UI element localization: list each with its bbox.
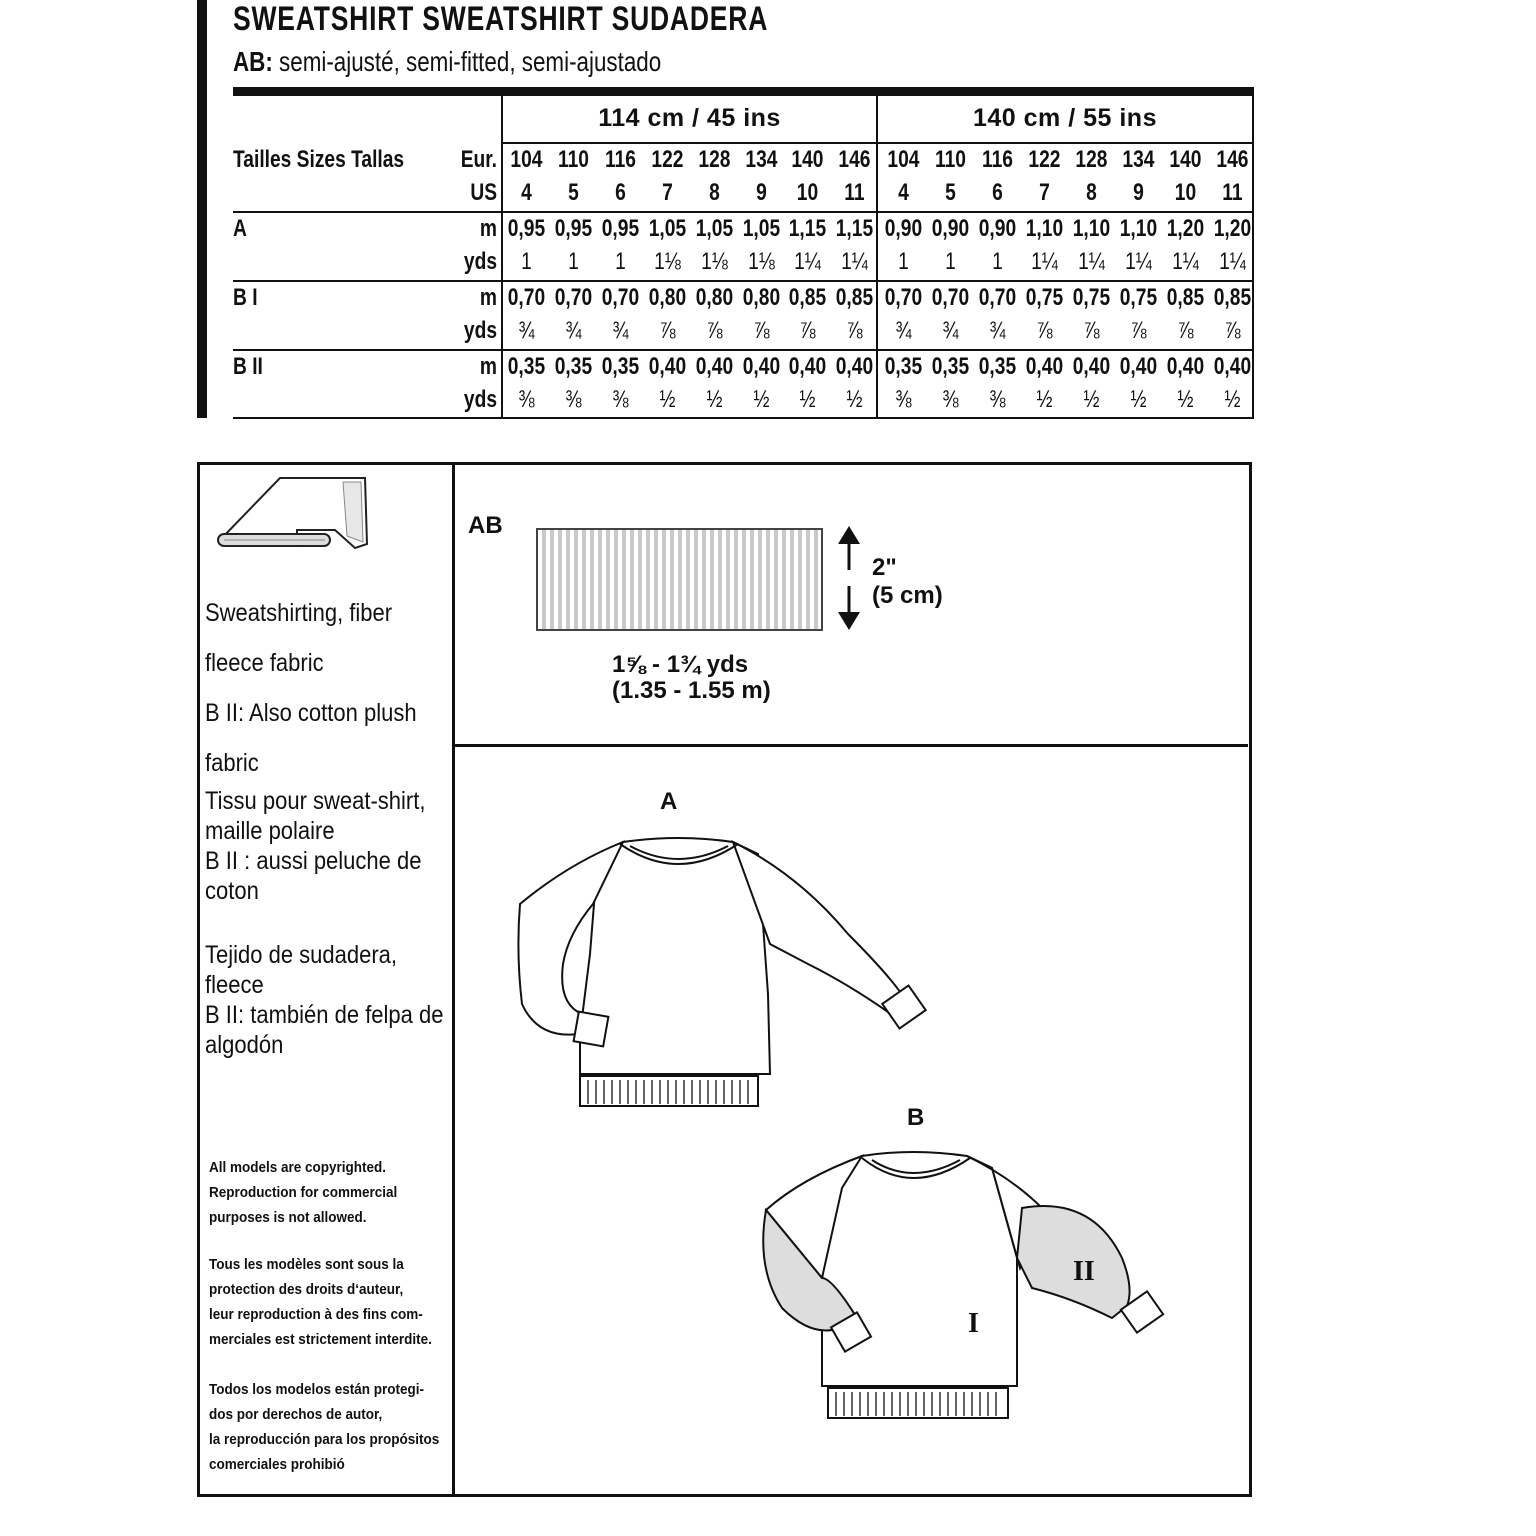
copyright-es-3: la reproducción para los propósitos (209, 1431, 440, 1448)
table-hline-b1 (233, 349, 1254, 351)
meter-cell: 0,35 (884, 353, 923, 380)
meter-cell: 0,40 (742, 353, 780, 380)
meter-cell: 0,40 (1166, 353, 1204, 380)
yards-cell: 1⅛ (700, 248, 728, 275)
us-size-cell: 8 (708, 179, 720, 206)
copyright-en-2: Reproduction for commercial (209, 1184, 398, 1201)
meter-cell: 0,40 (1213, 353, 1251, 380)
copyright-fr-4: merciales est strictement interdite. (209, 1331, 432, 1348)
table-hline-a (233, 280, 1254, 282)
yards-cell: ½ (799, 386, 816, 413)
eur-size-cell: 128 (1075, 146, 1108, 173)
meter-cell: 0,80 (648, 284, 686, 311)
fabric-bolt-icon (215, 470, 375, 552)
us-size-cell: 4 (898, 179, 909, 206)
meter-cell: 0,70 (931, 284, 970, 311)
page-title: SWEATSHIRT SWEATSHIRT SUDADERA (233, 0, 769, 38)
meter-cell: 0,70 (507, 284, 546, 311)
meter-cell: 0,70 (554, 284, 593, 311)
us-size-cell: 11 (1221, 179, 1243, 206)
meter-cell: 1,20 (1213, 215, 1251, 242)
width-group-114: 114 cm / 45 ins (598, 104, 781, 132)
table-hline-groups (501, 142, 1254, 144)
eur-size-cell: 104 (510, 146, 543, 173)
eur-size-cell: 116 (981, 146, 1013, 173)
meter-cell: 0,80 (695, 284, 733, 311)
fabric-es-1: Tejido de sudadera, (205, 941, 398, 969)
yards-cell: ⅞ (846, 317, 863, 344)
piece-i-label: I (968, 1308, 979, 1339)
left-margin-bar (197, 0, 207, 418)
meter-cell: 0,85 (1213, 284, 1251, 311)
unit-m: m (479, 215, 497, 242)
yards-cell: 1¼ (1171, 248, 1199, 275)
us-size-cell: 11 (844, 179, 865, 206)
table-hline-sizes (233, 211, 1254, 213)
ribbing-label: AB (468, 512, 503, 539)
eur-size-cell: 140 (791, 146, 824, 173)
copyright-en-1: All models are copyrighted. (209, 1159, 387, 1176)
us-size-cell: 9 (1132, 179, 1144, 206)
meter-cell: 0,90 (978, 215, 1017, 242)
yards-cell: 1¼ (1030, 248, 1058, 275)
copyright-es-4: comerciales prohibió (209, 1456, 345, 1473)
header-rule (233, 87, 1254, 96)
meter-cell: 1,10 (1072, 215, 1110, 242)
meter-cell: 0,40 (1072, 353, 1110, 380)
table-hline-b2 (233, 417, 1254, 419)
meter-cell: 0,40 (1119, 353, 1157, 380)
meter-cell: 0,35 (507, 353, 546, 380)
us-size-cell: 6 (614, 179, 626, 206)
copyright-es-2: dos por derechos de autor, (209, 1406, 383, 1423)
yards-cell: ¾ (518, 317, 535, 344)
eur-size-cell: 122 (1028, 146, 1061, 173)
yards-cell: ½ (846, 386, 863, 413)
fabric-en-2: fleece fabric (205, 649, 324, 677)
copyright-fr-2: protection des droits d‘auteur, (209, 1281, 404, 1298)
sizes-label: Tailles Sizes Tallas (233, 146, 405, 173)
fit-description (233, 46, 661, 78)
yards-cell: ⅜ (989, 386, 1006, 413)
yards-cell: ½ (1130, 386, 1147, 413)
unit-yds: yds (463, 317, 497, 344)
meter-cell: 0,70 (978, 284, 1017, 311)
ribbing-height (872, 554, 943, 610)
copyright-fr-3: leur reproduction à des fins com- (209, 1306, 423, 1323)
table-vline-group (876, 96, 878, 418)
meter-cell: 0,80 (742, 284, 780, 311)
fabric-en-3: B II: Also cotton plush (205, 699, 417, 727)
eur-size-cell: 104 (887, 146, 920, 173)
ribbing-length-yds: 1⅝ - 1¾ yds (612, 651, 749, 678)
fabric-en-1: Sweatshirting, fiber (205, 599, 393, 627)
meter-cell: 0,40 (1025, 353, 1064, 380)
eur-size-cell: 146 (1215, 146, 1248, 173)
eur-size-cell: 134 (1122, 146, 1155, 173)
ribbing-height-cm: (5 cm) (872, 582, 943, 609)
row-label-1: B I (233, 284, 258, 311)
yards-cell: ⅜ (565, 386, 582, 413)
copyright-fr-1: Tous les modèles sont sous la (209, 1256, 404, 1273)
meter-cell: 0,40 (648, 353, 686, 380)
yards-cell: ½ (752, 386, 769, 413)
ribbing-length (612, 652, 771, 704)
yards-cell: ⅞ (1130, 317, 1147, 344)
meter-cell: 1,20 (1166, 215, 1204, 242)
view-b-label: B (907, 1104, 925, 1131)
fabric-es-3: B II: también de felpa de (205, 1001, 444, 1029)
us-size-cell: 6 (992, 179, 1003, 206)
meter-cell: 1,05 (742, 215, 780, 242)
eur-size-cell: 140 (1169, 146, 1202, 173)
height-arrow-icon (836, 526, 862, 632)
yards-cell: ⅜ (612, 386, 629, 413)
us-size-cell: 5 (945, 179, 956, 206)
width-group-140: 140 cm / 55 ins (972, 104, 1157, 132)
eur-size-cell: 122 (651, 146, 684, 173)
view-a-label: A (660, 788, 678, 815)
meter-cell: 0,40 (836, 353, 874, 380)
yards-cell: ⅞ (1177, 317, 1194, 344)
eur-size-cell: 110 (557, 146, 589, 173)
ribbing-height-in: 2" (872, 554, 897, 581)
yards-cell: ⅜ (518, 386, 535, 413)
yards-cell: 1¼ (1077, 248, 1105, 275)
us-size-cell: 9 (755, 179, 767, 206)
panel-divider (452, 462, 455, 1497)
meter-cell: 1,15 (789, 215, 827, 242)
meter-cell: 0,95 (554, 215, 593, 242)
yards-cell: ¾ (612, 317, 629, 344)
unit-yds: yds (463, 386, 497, 413)
meter-cell: 0,35 (931, 353, 970, 380)
us-size-cell: 4 (521, 179, 532, 206)
yards-cell: ⅞ (1083, 317, 1100, 344)
yards-cell: ⅜ (895, 386, 912, 413)
yards-cell: ¾ (565, 317, 582, 344)
meter-cell: 0,95 (601, 215, 639, 242)
yards-cell: ¾ (895, 317, 912, 344)
yards-cell: ½ (1223, 386, 1240, 413)
yards-cell: 1 (521, 248, 532, 275)
eur-size-cell: 116 (604, 146, 636, 173)
yards-cell: ⅞ (659, 317, 676, 344)
us-size-cell: 10 (797, 179, 819, 206)
meter-cell: 0,90 (931, 215, 970, 242)
fabric-en-4: fabric (205, 749, 259, 777)
meter-cell: 1,10 (1119, 215, 1157, 242)
eur-size-cell: 146 (838, 146, 871, 173)
fabric-fr-2: maille polaire (205, 817, 335, 845)
meter-cell: 0,75 (1072, 284, 1110, 311)
yards-cell: ⅞ (1036, 317, 1053, 344)
meter-cell: 1,05 (648, 215, 686, 242)
row-label-0: A (233, 215, 247, 242)
copyright-es-1: Todos los modelos están protegi- (209, 1381, 425, 1398)
yards-cell: ½ (1177, 386, 1194, 413)
yards-cell: 1 (567, 248, 579, 275)
view-b-sweatshirt-drawing (762, 1148, 1182, 1424)
yards-cell: ⅞ (1223, 317, 1240, 344)
us-label: US (470, 179, 497, 206)
meter-cell: 1,10 (1025, 215, 1064, 242)
meter-cell: 1,05 (695, 215, 733, 242)
fabric-es-4: algodón (205, 1031, 284, 1059)
ribbing-swatch (536, 528, 823, 631)
view-a-sweatshirt-drawing (508, 834, 938, 1114)
fabric-es-2: fleece (205, 971, 264, 999)
yards-cell: ½ (1083, 386, 1100, 413)
yards-cell: ¾ (942, 317, 959, 344)
yards-cell: 1 (898, 248, 909, 275)
us-size-cell: 7 (1038, 179, 1050, 206)
yards-cell: ⅜ (942, 386, 959, 413)
meter-cell: 0,85 (1166, 284, 1204, 311)
meter-cell: 0,40 (789, 353, 827, 380)
panel-divider-horizontal (452, 744, 1248, 747)
meter-cell: 0,70 (884, 284, 923, 311)
yards-cell: 1 (992, 248, 1003, 275)
table-vline-right (1252, 96, 1254, 418)
yards-cell: 1¼ (841, 248, 869, 275)
meter-cell: 0,75 (1119, 284, 1157, 311)
copyright-en-3: purposes is not allowed. (209, 1209, 367, 1226)
fabric-fr-3: B II : aussi peluche de (205, 847, 422, 875)
yards-cell: ⅞ (752, 317, 769, 344)
fabric-fr-1: Tissu pour sweat-shirt, (205, 787, 426, 815)
meter-cell: 0,35 (978, 353, 1017, 380)
unit-m: m (479, 284, 497, 311)
yards-cell: ⅞ (706, 317, 723, 344)
meter-cell: 0,75 (1025, 284, 1064, 311)
yards-cell: ¾ (989, 317, 1006, 344)
meter-cell: 0,35 (554, 353, 593, 380)
meter-cell: 0,40 (695, 353, 733, 380)
us-size-cell: 10 (1174, 179, 1196, 206)
meter-cell: 0,35 (601, 353, 639, 380)
meter-cell: 0,90 (884, 215, 923, 242)
eur-size-cell: 110 (935, 146, 967, 173)
piece-ii-label: II (1073, 1256, 1095, 1287)
us-size-cell: 8 (1085, 179, 1097, 206)
yards-cell: 1¼ (1218, 248, 1246, 275)
meter-cell: 1,15 (836, 215, 874, 242)
meter-cell: 0,95 (507, 215, 546, 242)
yards-cell: ½ (706, 386, 723, 413)
eur-size-cell: 128 (698, 146, 731, 173)
yards-cell: 1⅛ (747, 248, 775, 275)
yards-cell: ½ (659, 386, 676, 413)
fit-code: AB: (233, 46, 273, 77)
ribbing-length-m: (1.35 - 1.55 m) (612, 677, 771, 704)
yards-cell: 1 (614, 248, 626, 275)
yards-cell: 1⅛ (653, 248, 681, 275)
yards-cell: ½ (1036, 386, 1053, 413)
us-size-cell: 7 (661, 179, 673, 206)
us-size-cell: 5 (567, 179, 579, 206)
yards-cell: 1¼ (794, 248, 822, 275)
meter-cell: 0,70 (601, 284, 639, 311)
fit-text: semi-ajusté, semi-fitted, semi-ajustado (272, 46, 662, 77)
fabric-fr-4: coton (205, 877, 259, 905)
yards-cell: ⅞ (799, 317, 816, 344)
unit-m: m (479, 353, 497, 380)
yards-cell: 1¼ (1124, 248, 1152, 275)
yards-cell: 1 (945, 248, 956, 275)
table-vline-eur (501, 96, 503, 418)
unit-yds: yds (463, 248, 497, 275)
eur-size-cell: 134 (744, 146, 777, 173)
meter-cell: 0,85 (789, 284, 827, 311)
meter-cell: 0,85 (836, 284, 874, 311)
row-label-2: B II (233, 353, 263, 380)
eur-label: Eur. (460, 146, 497, 173)
